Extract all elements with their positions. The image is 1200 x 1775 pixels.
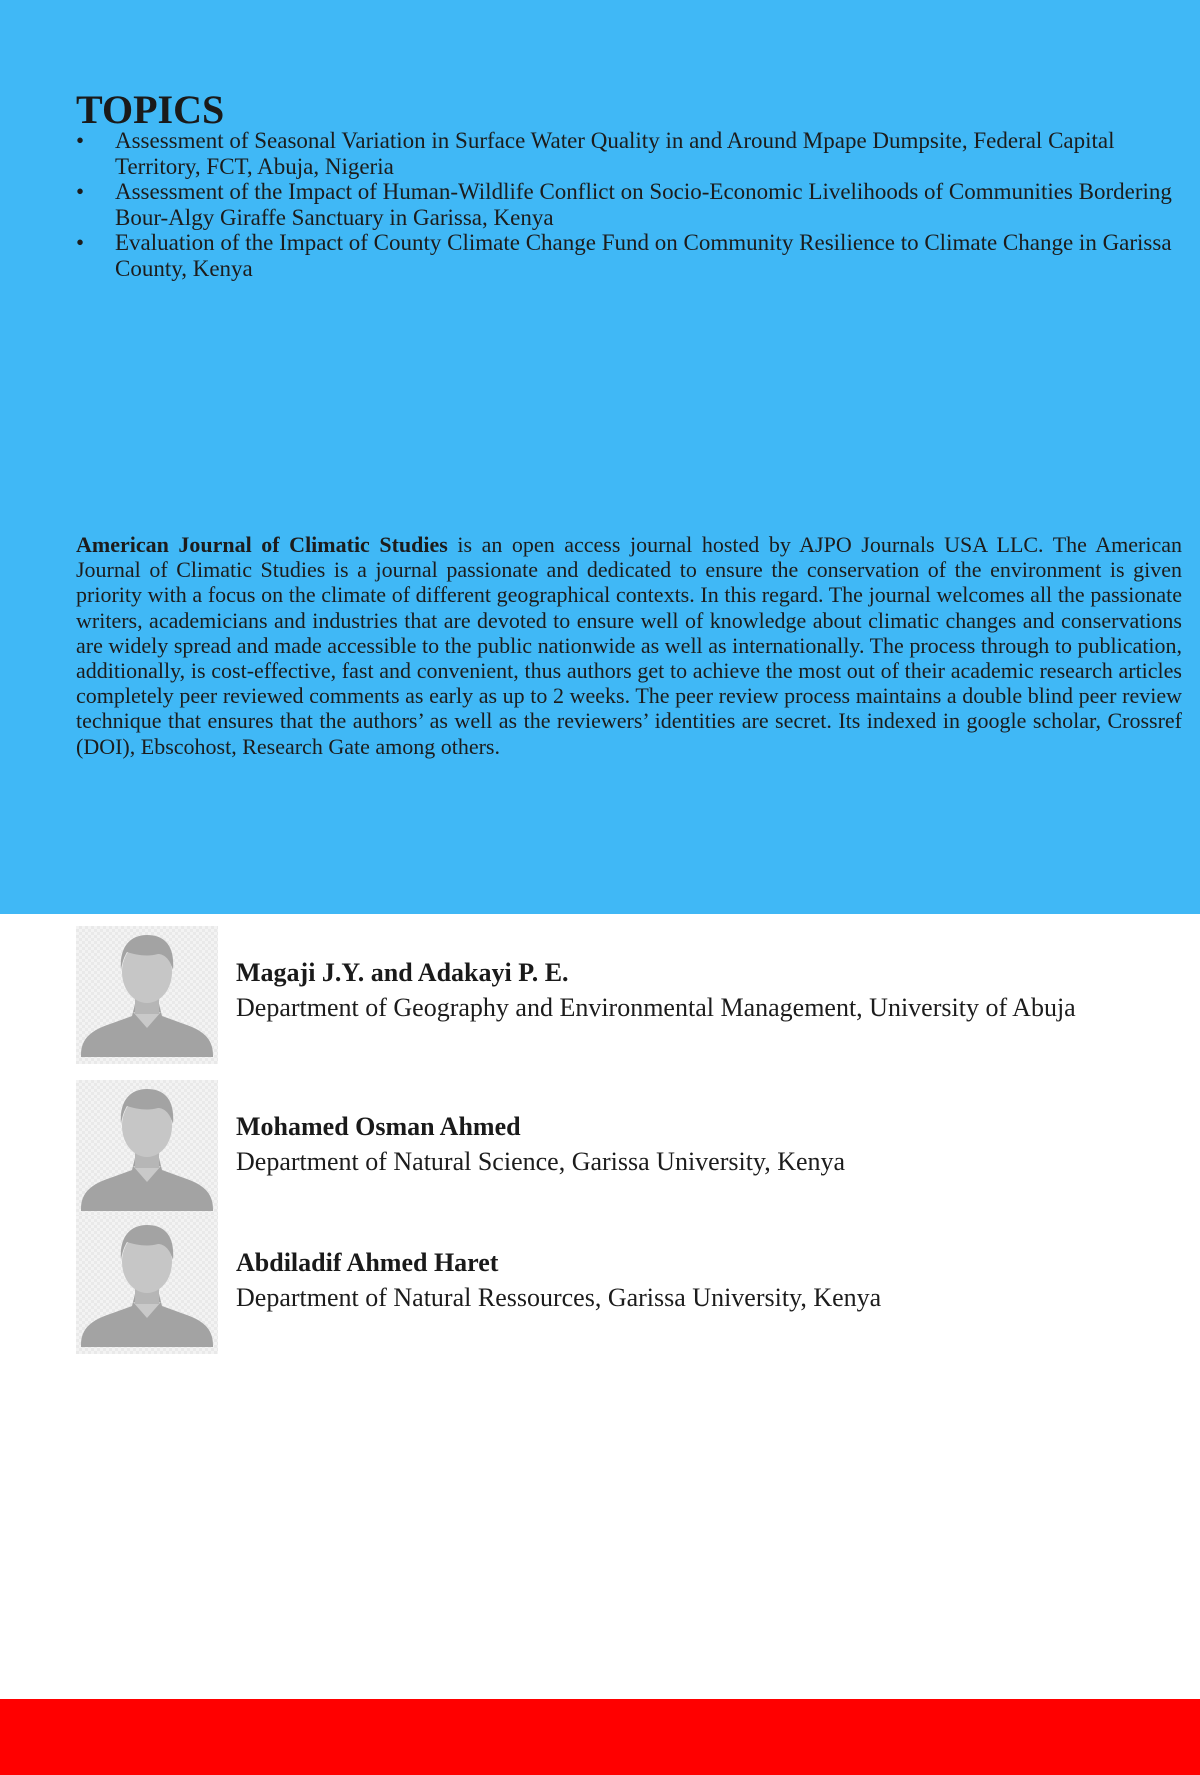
footer-band xyxy=(0,1699,1200,1775)
bullet-icon: • xyxy=(76,230,85,255)
author-name: Magaji J.Y. and Adakayi P. E. xyxy=(236,958,569,987)
journal-description xyxy=(76,532,1182,759)
avatar-silhouette xyxy=(76,1216,218,1354)
author-affiliation: Department of Natural Science, Garissa University, Kenya xyxy=(236,1147,846,1176)
person-placeholder-icon xyxy=(76,1216,218,1354)
journal-name: American Journal of Climatic Studies xyxy=(76,532,448,557)
topic-text: Assessment of the Impact of Human-Wildlife Conflict on Socio-Economic Livelihoods of Communities Bordering Bour-Algy Giraffe Sanctuary in Garissa, Kenya xyxy=(115,179,1172,230)
author-info xyxy=(236,956,1186,1026)
bullet-icon: • xyxy=(76,179,85,204)
avatar-silhouette xyxy=(76,1080,218,1218)
author-affiliation: Department of Natural Ressources, Garissa University, Kenya xyxy=(236,1283,882,1312)
author-card xyxy=(76,1216,1186,1354)
author-name: Mohamed Osman Ahmed xyxy=(236,1112,521,1141)
topics-list xyxy=(76,128,1172,281)
topic-item xyxy=(76,128,1172,179)
avatar-silhouette xyxy=(76,926,218,1064)
topics-heading: TOPICS xyxy=(76,87,225,132)
topic-text: Assessment of Seasonal Variation in Surface Water Quality in and Around Mpape Dumpsite, Federal Capital Territory, FCT, Abuja, Nigeria xyxy=(115,128,1115,179)
author-card xyxy=(76,926,1186,1064)
bullet-icon: • xyxy=(76,128,85,153)
author-affiliation: Department of Geography and Environmental Management, University of Abuja xyxy=(236,993,1076,1022)
journal-description-text: is an open access journal hosted by AJPO Journals USA LLC. The American Journal of Climatic Studies is a journal passionate and dedicated to ensure the conservation of the environment is given priority with a focus on the climate of different geographical contexts. In this regard. The journal welcomes all the passionate writers, academicians and industries that are devoted to ensure well of knowledge about climatic changes and conservations are widely spread and made accessible to the public nationwide as well as internationally. The process through to publication, additionally, is cost-effective, fast and convenient, thus authors get to achieve the most out of their academic research articles completely peer reviewed comments as early as up to 2 weeks. The peer review process maintains a double blind peer review technique that ensures that the authors’ as well as the reviewers’ identities are secret. Its indexed in google scholar, Crossref (DOI), Ebscohost, Research Gate among others. xyxy=(76,532,1182,759)
author-card xyxy=(76,1080,1186,1218)
topic-text: Evaluation of the Impact of County Climate Change Fund on Community Resilience to Climate Change in Garissa County, Kenya xyxy=(115,230,1172,281)
author-name: Abdiladif Ahmed Haret xyxy=(236,1248,499,1277)
author-info xyxy=(236,1110,1186,1180)
topic-item xyxy=(76,179,1172,230)
person-placeholder-icon xyxy=(76,926,218,1064)
author-info xyxy=(236,1246,1186,1316)
person-placeholder-icon xyxy=(76,1080,218,1218)
topic-item xyxy=(76,230,1172,281)
